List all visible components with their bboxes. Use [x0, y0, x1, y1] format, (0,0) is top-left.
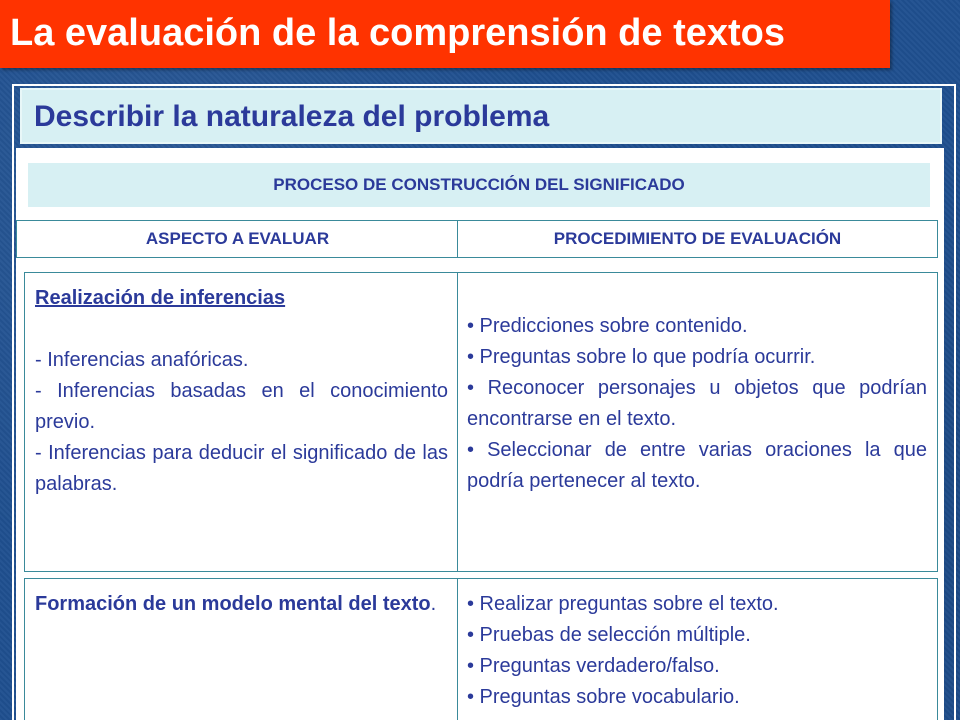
- row-1-aspect-item: - Inferencias basadas en el conocimiento previo.: [35, 380, 448, 433]
- row-1-aspect-item: - Inferencias para deducir el significado de las palabras.: [35, 442, 448, 495]
- row-1-procedure-cell: [457, 272, 938, 572]
- row-2-aspect-title: [35, 593, 436, 615]
- slide-subtitle: Describir la naturaleza del problema: [34, 100, 550, 133]
- row-1-procedure-item: • Reconocer personajes u objetos que podrían encontrarse en el texto.: [467, 377, 927, 430]
- row-2-aspect-cell: [24, 578, 458, 720]
- row-1-procedure-list: [467, 311, 927, 497]
- slide-title: La evaluación de la comprensión de textos: [10, 12, 786, 54]
- column-header-aspect: ASPECTO A EVALUAR: [16, 220, 458, 258]
- row-2-procedure-item: • Realizar preguntas sobre el texto.: [467, 593, 779, 615]
- column-header-procedure: PROCEDIMIENTO DE EVALUACIÓN: [457, 220, 938, 258]
- row-1-spacer: [35, 314, 448, 345]
- row-1-procedure-item: • Preguntas sobre lo que podría ocurrir.: [467, 346, 816, 368]
- subtitle-bar: [20, 88, 942, 144]
- row-2-aspect-title-end: .: [430, 593, 437, 615]
- row-1-aspect-item: - Inferencias anafóricas.: [35, 349, 249, 371]
- section-header: PROCESO DE CONSTRUCCIÓN DEL SIGNIFICADO: [28, 163, 930, 207]
- row-1-aspect-cell: [24, 272, 458, 572]
- row-2-procedure-item: • Pruebas de selección múltiple.: [467, 624, 751, 646]
- row-1-procedure-item: • Seleccionar de entre varias oraciones la que podría pertenecer al texto.: [467, 439, 927, 492]
- row-2-aspect-title-bold: Formación de un modelo mental del texto: [35, 593, 431, 615]
- row-2-procedure-item: • Preguntas verdadero/falso.: [467, 655, 720, 677]
- slide-title-bar: [0, 0, 890, 68]
- row-1-procedure-item: • Predicciones sobre contenido.: [467, 315, 748, 337]
- row-1-aspect-title: Realización de inferencias: [35, 287, 286, 309]
- row-2-procedure-item: • Preguntas sobre vocabulario.: [467, 686, 740, 708]
- row-2-procedure-cell: [457, 578, 938, 720]
